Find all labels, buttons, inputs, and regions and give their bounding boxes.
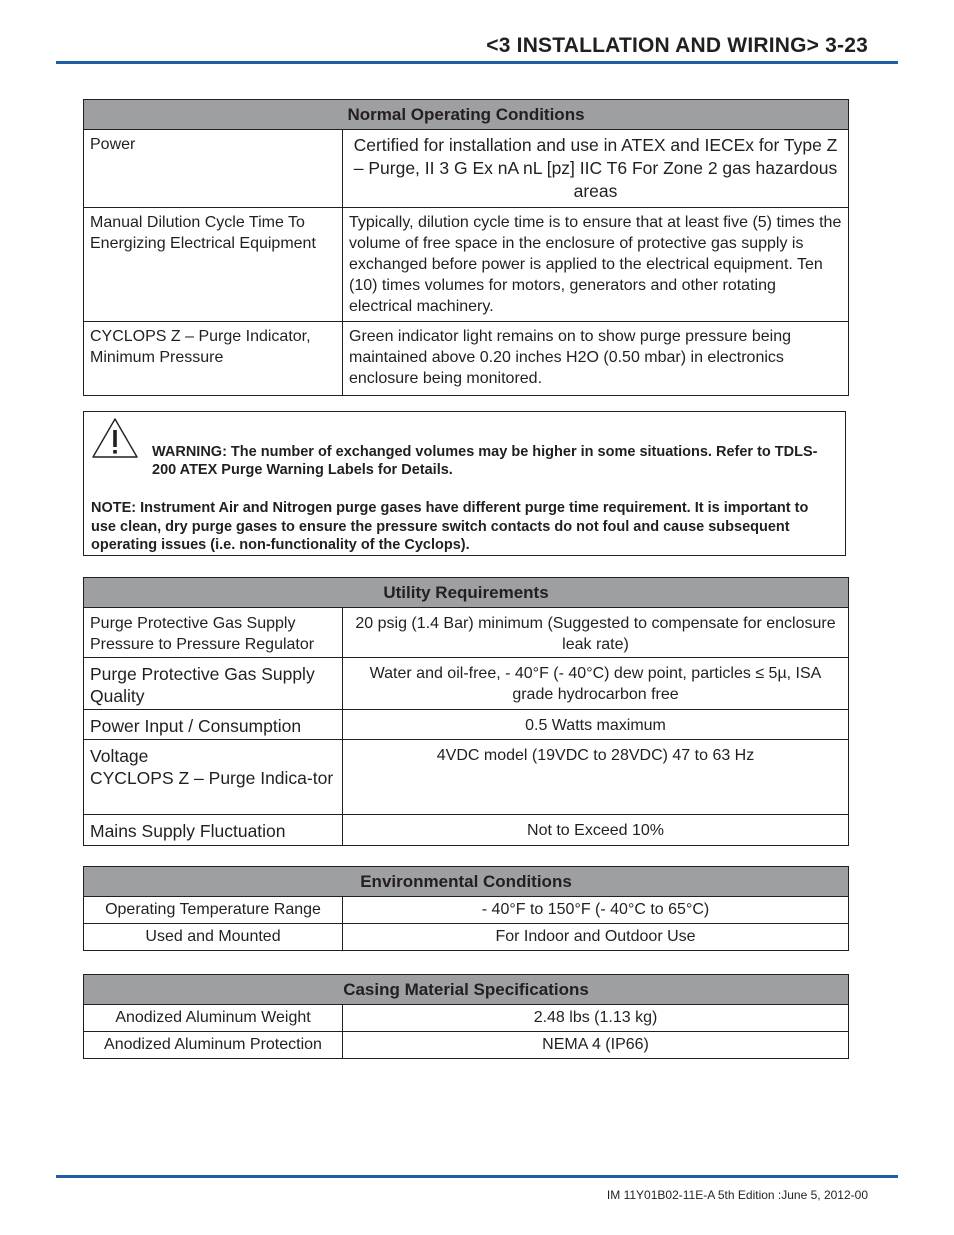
table-row xyxy=(84,815,849,846)
row-value: 0.5 Watts maximum xyxy=(343,710,849,740)
row-label: Operating Temperature Range xyxy=(84,897,343,924)
row-value: 20 psig (1.4 Bar) minimum (Suggested to compensate for enclosure leak rate) xyxy=(343,608,849,658)
row-value: NEMA 4 (IP66) xyxy=(343,1032,849,1059)
row-label: Manual Dilution Cycle Time To Energizing Electrical Equipment xyxy=(84,208,343,322)
casing-material-table xyxy=(83,974,849,1059)
table-row xyxy=(84,924,849,951)
row-value: Green indicator light remains on to show purge pressure being maintained above 0.20 inches H2O (0.50 mbar) in electronics enclosure being monitored. xyxy=(343,322,849,396)
header-rule xyxy=(56,61,898,64)
row-value: Not to Exceed 10% xyxy=(343,815,849,846)
warning-box xyxy=(83,411,846,556)
row-label: Purge Protective Gas Supply Quality xyxy=(84,658,343,710)
voltage-label: Voltage xyxy=(90,746,149,766)
row-label: Power xyxy=(84,130,343,208)
table-row xyxy=(84,1005,849,1032)
row-label: Anodized Aluminum Protection xyxy=(84,1032,343,1059)
table-row xyxy=(84,130,849,208)
footer-edition-text: IM 11Y01B02-11E-A 5th Edition :June 5, 2012-00 xyxy=(606,1188,868,1202)
footer-rule xyxy=(56,1175,898,1178)
environmental-conditions-table xyxy=(83,866,849,951)
row-label: Anodized Aluminum Weight xyxy=(84,1005,343,1032)
table-row xyxy=(84,1032,849,1059)
row-value: Water and oil-free, - 40°F (- 40°C) dew point, particles ≤ 5µ, ISA grade hydrocarbon free xyxy=(343,658,849,710)
table-row xyxy=(84,608,849,658)
row-value: 2.48 lbs (1.13 kg) xyxy=(343,1005,849,1032)
table-row xyxy=(84,740,849,815)
row-label: CYCLOPS Z – Purge Indicator, Minimum Pressure xyxy=(84,322,343,396)
row-label: Used and Mounted xyxy=(84,924,343,951)
table-title: Casing Material Specifications xyxy=(84,975,849,1005)
cyclops-label: CYCLOPS Z – Purge Indica-tor xyxy=(90,768,334,788)
row-label: Purge Protective Gas Supply Pressure to Pressure Regulator xyxy=(84,608,343,658)
row-value: - 40°F to 150°F (- 40°C to 65°C) xyxy=(343,897,849,924)
row-value: For Indoor and Outdoor Use xyxy=(343,924,849,951)
table-title: Utility Requirements xyxy=(84,578,849,608)
row-label: Mains Supply Fluctuation xyxy=(84,815,343,846)
table-title: Normal Operating Conditions xyxy=(84,100,849,130)
row-value: 4VDC model (19VDC to 28VDC) 47 to 63 Hz xyxy=(343,740,849,815)
table-row xyxy=(84,897,849,924)
row-label xyxy=(84,740,343,815)
page-header-title: <3 INSTALLATION AND WIRING> 3-23 xyxy=(486,34,868,57)
warning-text: WARNING: The number of exchanged volumes may be higher in some situations. Refer to TDLS-200 ATEX Purge Warning Labels for Details. xyxy=(152,444,818,478)
row-value: Typically, dilution cycle time is to ensure that at least five (5) times the volume of free space in the enclosure of protective gas supply is exchanged before power is applied to the electrical equipment. Ten (10) times volumes for motors, generators and other rotating electrical machinery. xyxy=(343,208,849,322)
table-title: Environmental Conditions xyxy=(84,867,849,897)
table-row xyxy=(84,710,849,740)
table-row xyxy=(84,208,849,322)
row-label: Power Input / Consumption xyxy=(84,710,343,740)
table-row xyxy=(84,658,849,710)
normal-operating-conditions-table xyxy=(83,99,849,396)
table-row xyxy=(84,322,849,396)
warning-triangle-icon xyxy=(91,417,139,459)
utility-requirements-table xyxy=(83,577,849,846)
row-value: Certified for installation and use in ATEX and IECEx for Type Z – Purge, II 3 G Ex nA nL [pz] IIC T6 For Zone 2 gas hazardous areas xyxy=(343,130,849,208)
note-text: NOTE: Instrument Air and Nitrogen purge gases have different purge time requirement. It is important to use clean, dry purge gases to ensure the pressure switch contacts do not foul and cause subsequent operating issues (i.e. non-functionality of the Cyclops). xyxy=(91,500,809,553)
